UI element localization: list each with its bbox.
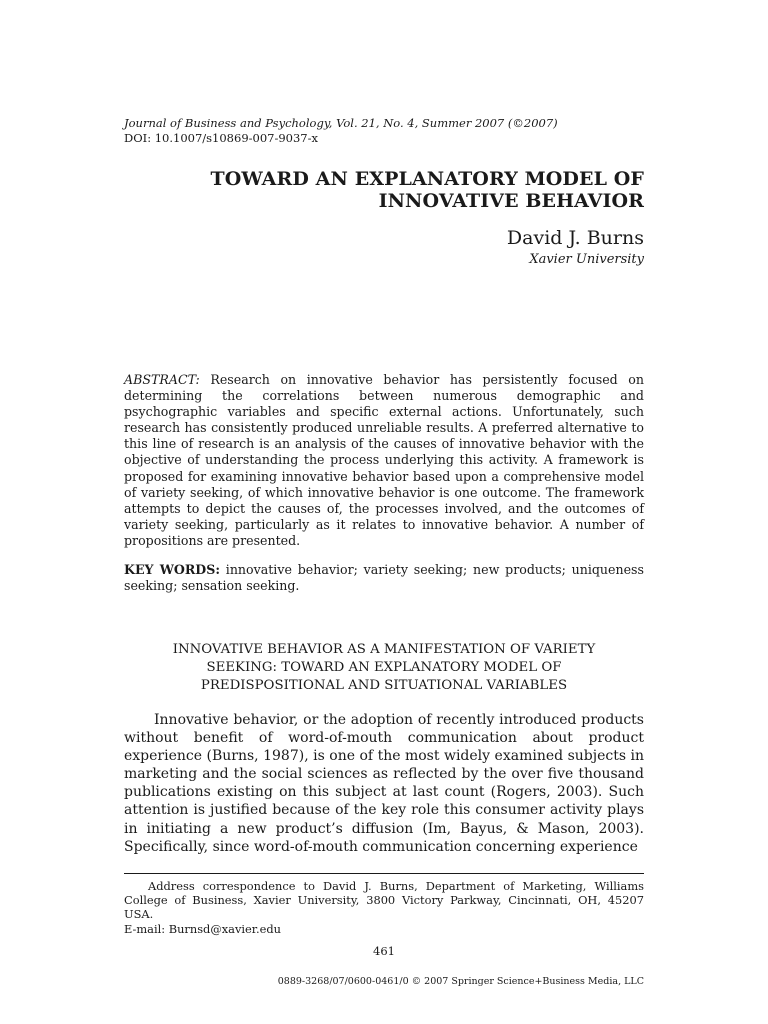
author-name: David J. Burns xyxy=(506,227,644,249)
correspondence-footnote xyxy=(124,879,644,936)
article-title xyxy=(124,168,644,212)
section-heading-line-2: SEEKING: TOWARD AN EXPLANATORY MODEL OF xyxy=(206,660,562,675)
article-title-line-2: INNOVATIVE BEHAVIOR xyxy=(378,190,644,212)
article-title-line-1: TOWARD AN EXPLANATORY MODEL OF xyxy=(210,168,644,190)
footnote-divider xyxy=(124,873,644,874)
keywords-label: KEY WORDS: xyxy=(124,562,220,577)
page-number: 461 xyxy=(373,944,395,958)
keywords xyxy=(124,562,644,594)
section-heading xyxy=(124,641,644,695)
doi: DOI: 10.1007/s10869-007-9037-x xyxy=(124,131,318,145)
section-heading-line-1: INNOVATIVE BEHAVIOR AS A MANIFESTATION OF VARIETY xyxy=(172,642,596,657)
abstract-text: Research on innovative behavior has persistently focused on determining the correlations between numerous demographic and psychographic variables and specific external actions. Unfortunately, such research has consistently produced unreliable results. A preferred alternative to this line of research is an analysis of the causes of innovative behavior with the objective of understanding the process underlying this activity. A framework is proposed for examining innovative behavior based upon a comprehensive model of variety seeking, of which innovative behavior is one outcome. The framework attempts to depict the causes of, the processes involved, and the outcomes of variety seeking, particularly as it relates to innovative behavior. A number of propositions are presented. xyxy=(124,372,644,548)
keywords-text: innovative behavior; variety seeking; new products; uniqueness seeking; sensation seeking. xyxy=(124,562,644,594)
abstract-label: ABSTRACT: xyxy=(124,372,200,387)
paper-page xyxy=(124,0,644,1024)
body-paragraph: Innovative behavior, or the adoption of recently introduced products without benefit of word-of-mouth communication about product experience (Burns, 1987), is one of the most widely examined subjects in marketing and the social sciences as reflected by the over five thousand publications existing on this subject at last count (Rogers, 2003). Such attention is justified because of the key role this consumer activity plays in initiating a new product’s diffusion (Im, Bayus, & Mason, 2003). Specifically, since word-of-mouth communication concerning experience xyxy=(124,712,644,855)
abstract xyxy=(124,372,644,549)
journal-citation: Journal of Business and Psychology, Vol. 21, No. 4, Summer 2007 (©2007) xyxy=(124,116,558,130)
footnote-email: E-mail: Burnsd@xavier.edu xyxy=(124,921,281,936)
footnote-address: Address correspondence to David J. Burns, Department of Marketing, Williams College of Business, Xavier University, 3800 Victory Parkway, Cincinnati, OH, 45207 USA. xyxy=(124,879,644,922)
section-heading-line-3: PREDISPOSITIONAL AND SITUATIONAL VARIABLES xyxy=(200,678,568,693)
copyright-line: 0889-3268/07/0600-0461/0 © 2007 Springer Science+Business Media, LLC xyxy=(277,976,644,987)
author-affiliation: Xavier University xyxy=(529,252,644,267)
